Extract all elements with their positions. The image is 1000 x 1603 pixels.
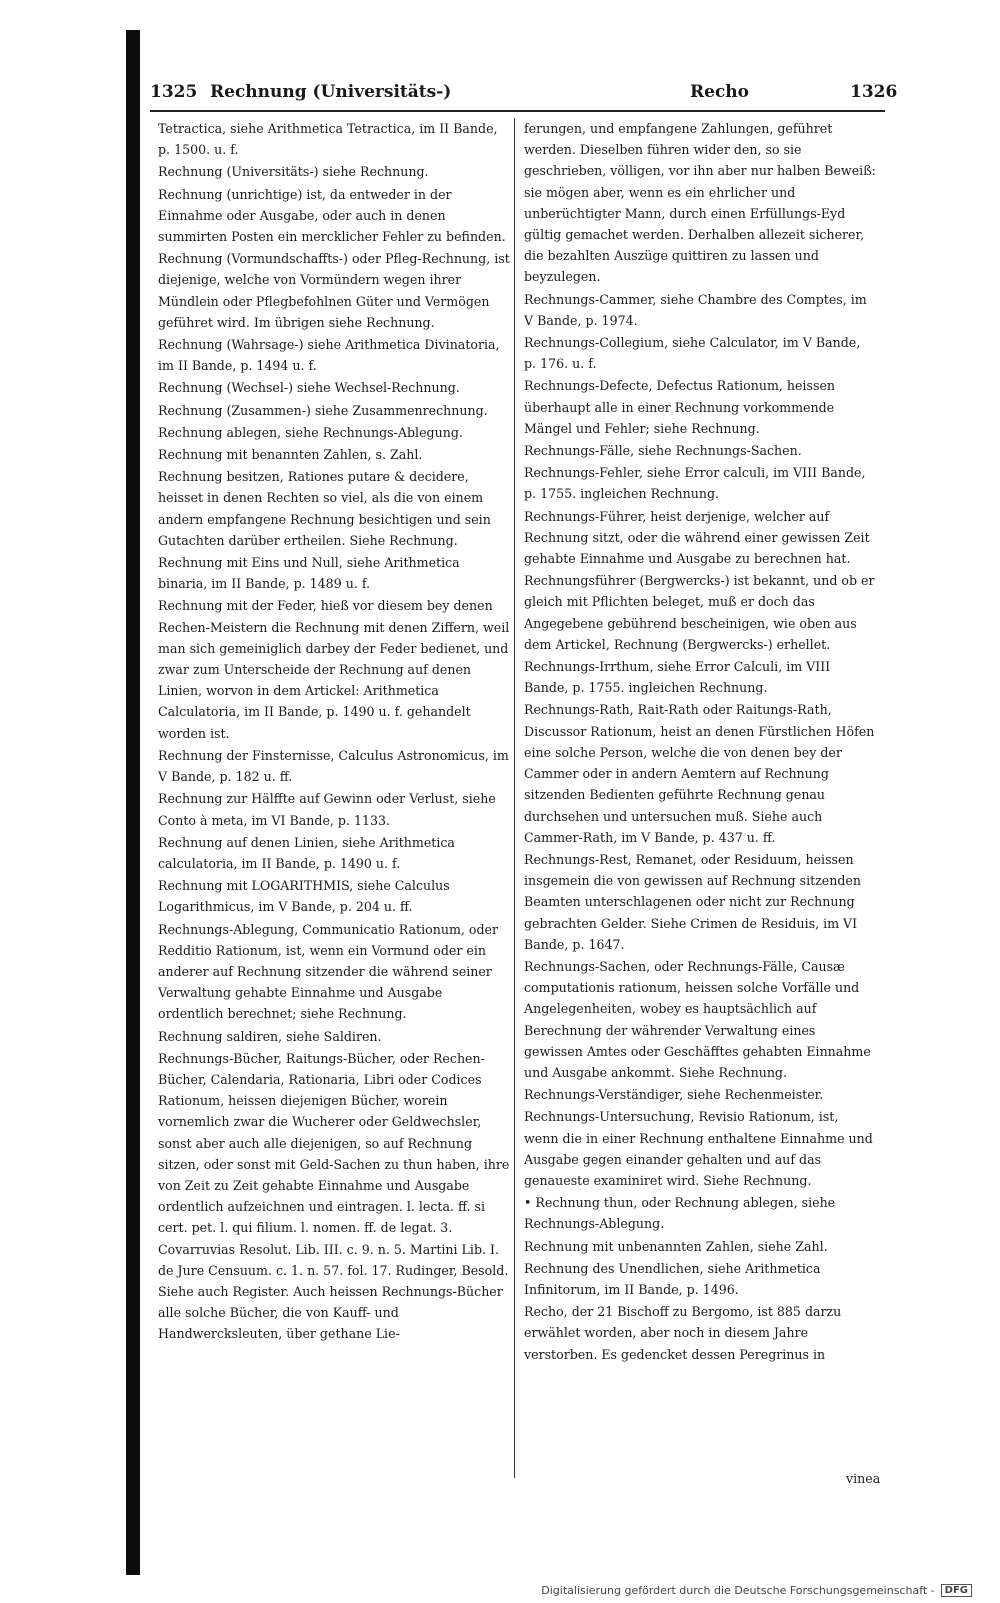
- left-page-number: 1325: [150, 82, 198, 102]
- entry-paragraph: Recho, der 21 Bischoff zu Bergomo, ist 885 darzu erwählet worden, aber noch in diesem Jahre verstorben. Es gedencket dessen Peregrinus in: [524, 1304, 842, 1362]
- entry-paragraph: Rechnung (Vormundschaffts-) oder Pfleg-Rechnung, ist diejenige, welche von Vormündern wegen ihrer Mündlein oder Pflegbefohlnen Güter und Vermögen geführet wird. Im übrigen siehe Rechnung.: [158, 251, 510, 330]
- entry-paragraph: Rechnung mit benannten Zahlen, s. Zahl.: [158, 447, 423, 463]
- entry-paragraph: Rechnung (Wechsel-) siehe Wechsel-Rechnung.: [158, 380, 460, 396]
- entry-paragraph: Rechnungs-Fehler, siehe Error calculi, im VIII Bande, p. 1755. ingleichen Rechnung.: [524, 465, 866, 502]
- entry-paragraph: Rechnungs-Untersuchung, Revisio Rationum, ist, wenn die in einer Rechnung enthaltene Einnahme und Ausgabe gegen einander gehalten und auf das genaueste examiniret wird. Siehe Rechnung.: [524, 1109, 873, 1188]
- entry-paragraph: Rechnungs-Cammer, siehe Chambre des Comptes, im V Bande, p. 1974.: [524, 291, 867, 328]
- catchword: vinea: [846, 1471, 881, 1486]
- right-column: [524, 118, 876, 1366]
- entry-paragraph: Rechnung saldiren, siehe Saldiren.: [158, 1028, 382, 1044]
- digitization-footer: [541, 1584, 972, 1597]
- entry-paragraph: Rechnung des Unendlichen, siehe Arithmetica Infinitorum, im II Bande, p. 1496.: [524, 1260, 821, 1297]
- entry-paragraph: Rechnung (Zusammen-) siehe Zusammenrechnung.: [158, 402, 488, 418]
- entry-paragraph: Rechnungs-Ablegung, Communicatio Rationum, oder Redditio Rationum, ist, wenn ein Vormund oder ein anderer auf Rechnung sitzender die während seiner Verwaltung gehabte Einnahme und Ausgabe ordentlich berechnet; siehe Rechnung.: [158, 921, 499, 1022]
- column-divider: [514, 118, 515, 1478]
- entry-paragraph: Rechnungs-Verständiger, siehe Rechenmeister.: [524, 1087, 824, 1103]
- entry-paragraph: Rechnungs-Defecte, Defectus Rationum, heissen überhaupt alle in einer Rechnung vorkommende Mängel und Fehler; siehe Rechnung.: [524, 378, 836, 436]
- right-page-number: 1326: [850, 82, 898, 102]
- entry-paragraph: Rechnung mit unbenannten Zahlen, siehe Zahl.: [524, 1238, 828, 1254]
- entry-paragraph: Rechnung besitzen, Rationes putare & decidere, heisset in denen Rechten so viel, als die von einem andern empfangene Rechnung besichtigen und sein Gutachten darüber ertheilen. Siehe Rechnung.: [158, 469, 491, 548]
- left-running-title: Rechnung (Universitäts-): [210, 82, 452, 102]
- entry-paragraph: Rechnung zur Hälffte auf Gewinn oder Verlust, siehe Conto à meta, im VI Bande, p. 1133.: [158, 791, 496, 828]
- entry-paragraph: • Rechnung thun, oder Rechnung ablegen, siehe Rechnungs-Ablegung.: [524, 1195, 836, 1232]
- entry-paragraph: Rechnungs-Fälle, siehe Rechnungs-Sachen.: [524, 443, 802, 459]
- header-rule: [150, 110, 885, 112]
- entry-paragraph: Rechnung mit der Feder, hieß vor diesem bey denen Rechen-Meistern die Rechnung mit denen Ziffern, weil man sich gemeiniglich darbey der Feder bedienet, und zwar zum Unterscheide der Rechnung auf denen Linien, worvon in dem Artickel: Arithmetica Calculatoria, im II Bande, p. 1490 u. f. gehandelt worden ist.: [158, 598, 510, 741]
- entry-paragraph: Rechnungs-Rest, Remanet, oder Residuum, heissen insgemein die von gewissen auf Rechnung sitzenden Beamten unterschlagenen oder nicht zur Rechnung gebrachten Gelder. Siehe Crimen de Residuis, im VI Bande, p. 1647.: [524, 851, 861, 952]
- entry-paragraph: Rechnung der Finsternisse, Calculus Astronomicus, im V Bande, p. 182 u. ff.: [158, 747, 509, 785]
- entry-paragraph: Rechnungs-Bücher, Raitungs-Bücher, oder Rechen-Bücher, Calendaria, Rationaria, Libri oder Codices Rationum, heissen diejenigen Bücher, worein vornemlich zwar die Wucherer oder Geldwechsler, sonst aber auch alle diejenigen, so auf Rechnung sitzen, oder sonst mit Geld-Sachen zu thun haben, ihre von Zeit zu Zeit gehabte Einnahme und Ausgabe ordentlich aufzeichnen und eintragen. l. lecta. ff. si cert. pet. l. qui filium. l. nomen. ff. de legat. 3. Covarruvias Resolut. Lib. III. c. 9. n. 5. Martini Lib. I. de Jure Censuum. c. 1. n. 57. fol. 17. Rudinger, Besold. Siehe auch Register. Auch heissen Rechnungs-Bücher alle solche Bücher, die von Kauff- und Handwercksleuten, über gethane Lie-: [158, 1050, 510, 1342]
- entry-paragraph: Rechnungs-Collegium, siehe Calculator, im V Bande, p. 176. u. f.: [524, 335, 861, 372]
- dfg-logo: DFG: [941, 1584, 972, 1597]
- entry-paragraph: Rechnung (Wahrsage-) siehe Arithmetica Divinatoria, im II Bande, p. 1494 u. f.: [158, 337, 500, 374]
- entry-paragraph: Rechnungs-Führer, heist derjenige, welcher auf Rechnung sitzt, oder die während einer gewissen Zeit gehabte Einnahme und Ausgabe zu berechnen hat.: [524, 508, 870, 567]
- entry-paragraph: Rechnungs-Irrthum, siehe Error Calculi, im VIII Bande, p. 1755. ingleichen Rechnung.: [524, 659, 831, 696]
- right-running-title: Recho: [690, 82, 749, 102]
- entry-paragraph: ferungen, und empfangene Zahlungen, geführet werden. Dieselben führen wider den, so sie geschrieben, völligen, vor ihn aber nur halben Beweiß: sie mögen aber, wenn es ein ehrlicher und unberüchtigter Mann, durch einen Erfüllungs-Eyd gültig gemachet werden. Derhalben allezeit sicherer, die bezahlten Auszüge quittiren zu lassen und beyzulegen.: [524, 121, 876, 285]
- footer-credit: Digitalisierung gefördert durch die Deutsche Forschungsgemeinschaft -: [541, 1584, 935, 1597]
- entry-paragraph: Rechnung auf denen Linien, siehe Arithmetica calculatoria, im II Bande, p. 1490 u. f.: [158, 834, 455, 871]
- entry-paragraph: Rechnungs-Sachen, oder Rechnungs-Fälle, Causæ computationis rationum, heissen solche Vorfälle und Angelegenheiten, wobey es hauptsächlich auf Berechnung der währender Verwaltung eines gewissen Amtes oder Geschäfftes gehabten Einnahme und Ausgabe ankommt. Siehe Rechnung.: [524, 958, 871, 1080]
- entry-paragraph: Rechnung mit Eins und Null, siehe Arithmetica binaria, im II Bande, p. 1489 u. f.: [158, 555, 460, 592]
- entry-paragraph: Rechnung (Universitäts-) siehe Rechnung.: [158, 164, 429, 180]
- entry-paragraph: Rechnungs-Rath, Rait-Rath oder Raitungs-Rath, Discussor Rationum, heist an denen Fürstlichen Höfen eine solche Person, welche die von denen bey der Cammer oder in andern Aemtern auf Rechnung sitzenden Bedienten geführte Rechnung genau durchsehen und untersuchen muß. Siehe auch Cammer-Rath, im V Bande, p. 437 u. ff.: [524, 702, 875, 845]
- binding-edge: [126, 30, 140, 1575]
- entry-paragraph: Rechnung mit LOGARITHMIS, siehe Calculus Logarithmicus, im V Bande, p. 204 u. ff.: [158, 878, 450, 915]
- entry-paragraph: Rechnung (unrichtige) ist, da entweder in der Einnahme oder Ausgabe, oder auch in denen summirten Posten ein mercklicher Fehler zu befinden.: [158, 186, 506, 245]
- entry-paragraph: Rechnungsführer (Bergwercks-) ist bekannt, und ob er gleich mit Pflichten beleget, muß er doch das Angegebene gebührend bescheinigen, wie oben aus dem Artickel, Rechnung (Bergwercks-) erhellet.: [524, 573, 875, 652]
- entry-paragraph: Tetractica, siehe Arithmetica Tetractica, im II Bande, p. 1500. u. f.: [158, 121, 498, 158]
- entry-paragraph: Rechnung ablegen, siehe Rechnungs-Ablegung.: [158, 424, 463, 440]
- left-column: [158, 118, 510, 1346]
